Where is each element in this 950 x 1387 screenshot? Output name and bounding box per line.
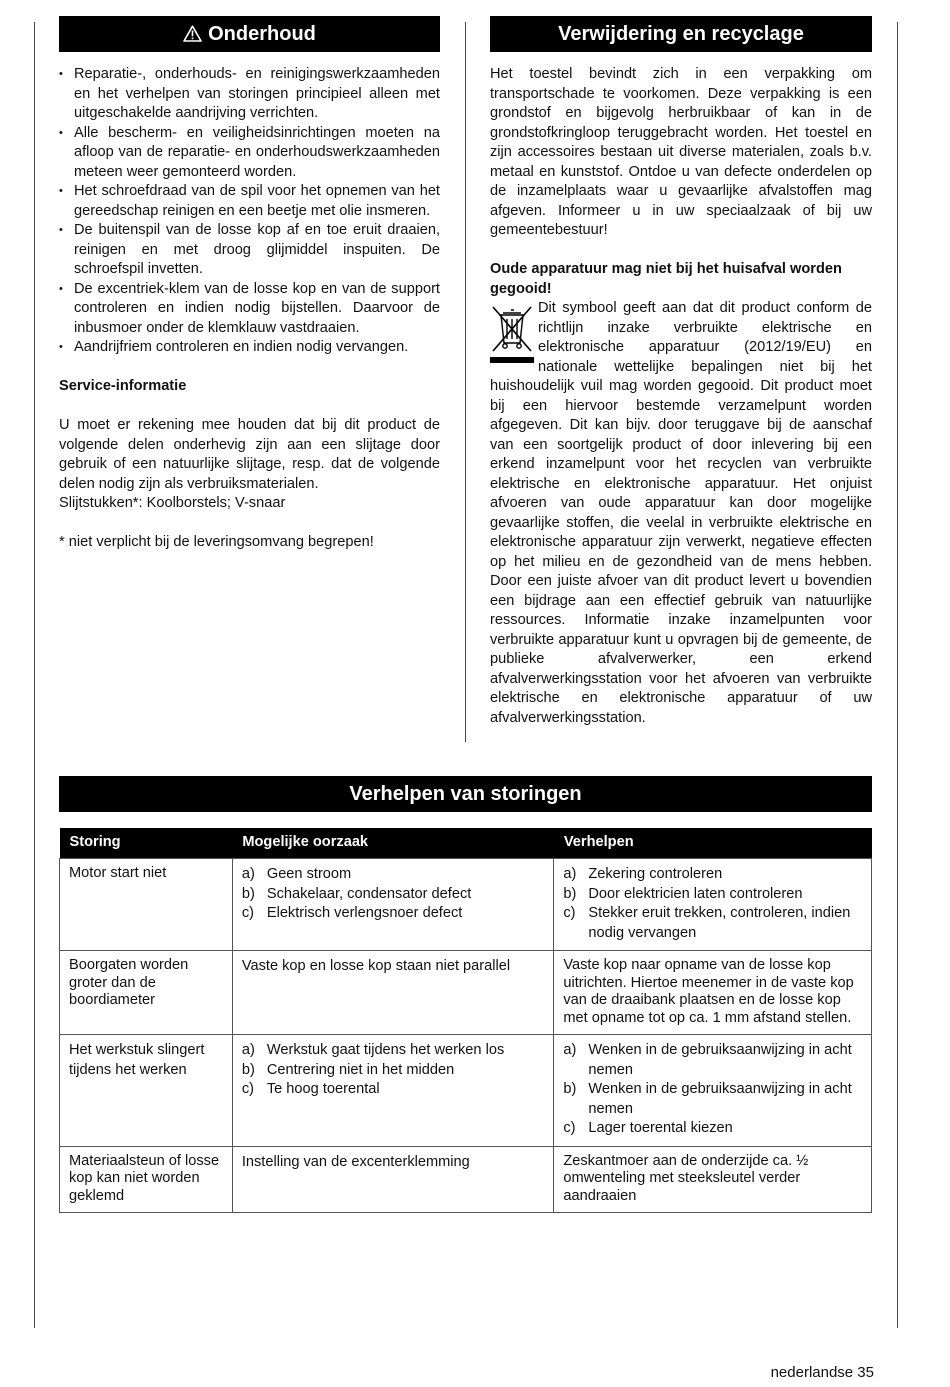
column-header-fault: Storing xyxy=(60,828,233,859)
troubleshooting-section xyxy=(59,776,872,1213)
list-item: • De buitenspil van de losse kop af en toe eruit draaien, reinigen en met droog glijmiddel inspuiten. De schroefspil invetten. xyxy=(59,221,440,280)
troubleshooting-heading-bar xyxy=(59,776,872,812)
service-heading: Service-informatie xyxy=(59,378,187,394)
crossed-out-bin-icon xyxy=(490,301,534,365)
table-row xyxy=(60,859,872,951)
list-item: b) Schakelaar, condensator defect xyxy=(241,885,472,902)
list-item: c) Te hoog toerental xyxy=(241,1081,380,1097)
table-header-row xyxy=(60,828,872,859)
cause-cell xyxy=(232,1035,554,1147)
column-header-cause: Mogelijke oorzaak xyxy=(232,828,554,859)
weee-heading: Oude apparatuur mag niet bij het huisafval worden gegooid! xyxy=(490,261,842,297)
wear-parts: Slijtstukken*: Koolborstels; V-snaar xyxy=(59,495,286,511)
remedy-cell: Vaste kop naar opname van de losse kop uitrichten. Hiertoe meenemer in de vaste kop van de draaibank plaatsen en de losse kop met opname tot op ca. 1 mm afstand stellen. xyxy=(554,951,872,1035)
service-text: U moet er rekening mee houden dat bij dit product de volgende delen onderhevig zijn aan een slijtage door gebruik of een natuurlijke slijtage, resp. dat de volgende delen nodig zijn als verbruiksmaterialen. xyxy=(59,417,440,492)
maintenance-list xyxy=(59,65,440,358)
list-item: c) Stekker eruit trekken, controleren, indien nodig vervangen xyxy=(563,905,851,941)
recycling-title: Verwijdering en recyclage xyxy=(558,23,804,45)
list-item: • De excentriek-klem van de losse kop en van de support controleren en indien nodig bijstellen. Daarvoor de inbusmoer onder de klemklauw vastdraaien. xyxy=(59,280,440,339)
list-item: • Aandrijfriem controleren en indien nodig vervangen. xyxy=(59,338,440,358)
list-item: c) Lager toerental kiezen xyxy=(563,1120,733,1136)
left-margin-rule xyxy=(34,22,35,1328)
fault-cell: Het werkstuk slingert tijdens het werken xyxy=(60,1035,233,1147)
remedy-cell xyxy=(554,859,872,951)
list-item: • Alle bescherm- en veiligheidsinrichtingen moeten na afloop van de reparatie- en onderhoudswerkzaamheden meteen weer gemonteerd worden. xyxy=(59,124,440,183)
cause-cell xyxy=(232,859,554,951)
troubleshooting-title: Verhelpen van storingen xyxy=(349,783,582,805)
list-item: a) Geen stroom xyxy=(241,866,352,882)
table-row xyxy=(60,1146,872,1213)
list-item: • Reparatie-, onderhouds- en reinigingswerkzaamheden en het verhelpen van storingen principieel alleen met uitgeschakelde aandrijving verrichten. xyxy=(59,65,440,124)
warning-triangle-icon xyxy=(183,18,202,54)
page-number: nederlandse 35 xyxy=(770,1364,874,1381)
list-item: b) Centrering niet in het midden xyxy=(241,1061,455,1078)
list-item: a) Werkstuk gaat tijdens het werken los xyxy=(241,1042,505,1058)
list-item: a) Wenken in de gebruiksaanwijzing in acht nemen xyxy=(563,1042,852,1078)
footnote: * niet verplicht bij de leveringsomvang begrepen! xyxy=(59,534,374,550)
cause-cell: Vaste kop en losse kop staan niet parallel xyxy=(232,951,554,1035)
list-item: c) Elektrisch verlengsnoer defect xyxy=(241,905,463,921)
recycling-text: Het toestel bevindt zich in een verpakking om transportschade te voorkomen. Deze verpakking is een grondstof en bijgevolg herbruikbaar of kan in de grondstofkringloop teruggebracht worden. Het toestel en zijn accessoires bestaan uit diverse materialen, zoals b.v. metaal en kunststof. Ontdoe u van defecte onderdelen op de inzamelplaats waar u gevaarlijke afvalstoffen mag afgeven. Informeer u in uw speciaalzaak of bij uw gemeentebestuur! xyxy=(490,66,872,238)
cause-cell: Instelling van de excenterklemming xyxy=(232,1146,554,1213)
list-item: b) Door elektricien laten controleren xyxy=(563,885,803,902)
remedy-cell: Zeskantmoer aan de onderzijde ca. ½ omwenteling met steeksleutel verder aandraaien xyxy=(554,1146,872,1213)
list-item: b) Wenken in de gebruiksaanwijzing in acht nemen xyxy=(563,1081,852,1117)
remedy-cell xyxy=(554,1035,872,1147)
table-row xyxy=(60,1035,872,1147)
table-row xyxy=(60,951,872,1035)
maintenance-heading-bar xyxy=(59,16,440,52)
list-item: • Het schroefdraad van de spil voor het opnemen van het gereedschap reinigen en een beetje met olie insmeren. xyxy=(59,182,440,221)
fault-cell: Boorgaten worden groter dan de boordiameter xyxy=(60,951,233,1035)
list-item: a) Zekering controleren xyxy=(563,866,723,882)
fault-cell: Materiaalsteun of losse kop kan niet worden geklemd xyxy=(60,1146,233,1213)
maintenance-title: Onderhoud xyxy=(208,23,316,45)
weee-text: Dit symbool geeft aan dat dit product conform de richtlijn inzake verbruikte elektrische en elektronische apparatuur (2012/19/EU) en nationale wettelijke bepalingen niet bij het huishoudelijk vuil mag worden gegooid. Dit product moet bij een hiervoor bestemde verzamelpunt worden afgegeven. Dit kan bijv. door teruggave bij de aanschaf van een soortgelijk product of door inlevering bij een erkend inzamelpunt voor het recyclen van verbruikte elektrische en elektronische apparatuur. Het onjuist afvoeren van oude apparatuur kan door mogelijke gevaarlijke stoffen, die veelal in verbruikte elektrische en elektronische apparatuur zijn verwerkt, negatieve effecten op het milieu en de gezondheid van de mens hebben. Door een juiste afvoer van dit product levert u bovendien een bijdrage aan een effectief gebruik van natuurlijke ressources. Informatie inzake inzamelpunten voor verbruikte apparatuur kunt u opvragen bij de gemeente, de publieke afvalverwerker, een erkend afvalverwerkingsstation voor het afvoeren van verbruikte elektrische en elektronische apparatuur of uw afvalverwerkingsstation. xyxy=(490,300,872,726)
right-margin-rule xyxy=(897,22,898,1328)
maintenance-section xyxy=(59,16,440,553)
column-header-remedy: Verhelpen xyxy=(554,828,872,859)
troubleshooting-table xyxy=(59,828,872,1213)
recycling-section xyxy=(490,16,872,728)
recycling-heading-bar xyxy=(490,16,872,52)
fault-cell: Motor start niet xyxy=(60,859,233,951)
center-column-rule xyxy=(465,22,466,742)
